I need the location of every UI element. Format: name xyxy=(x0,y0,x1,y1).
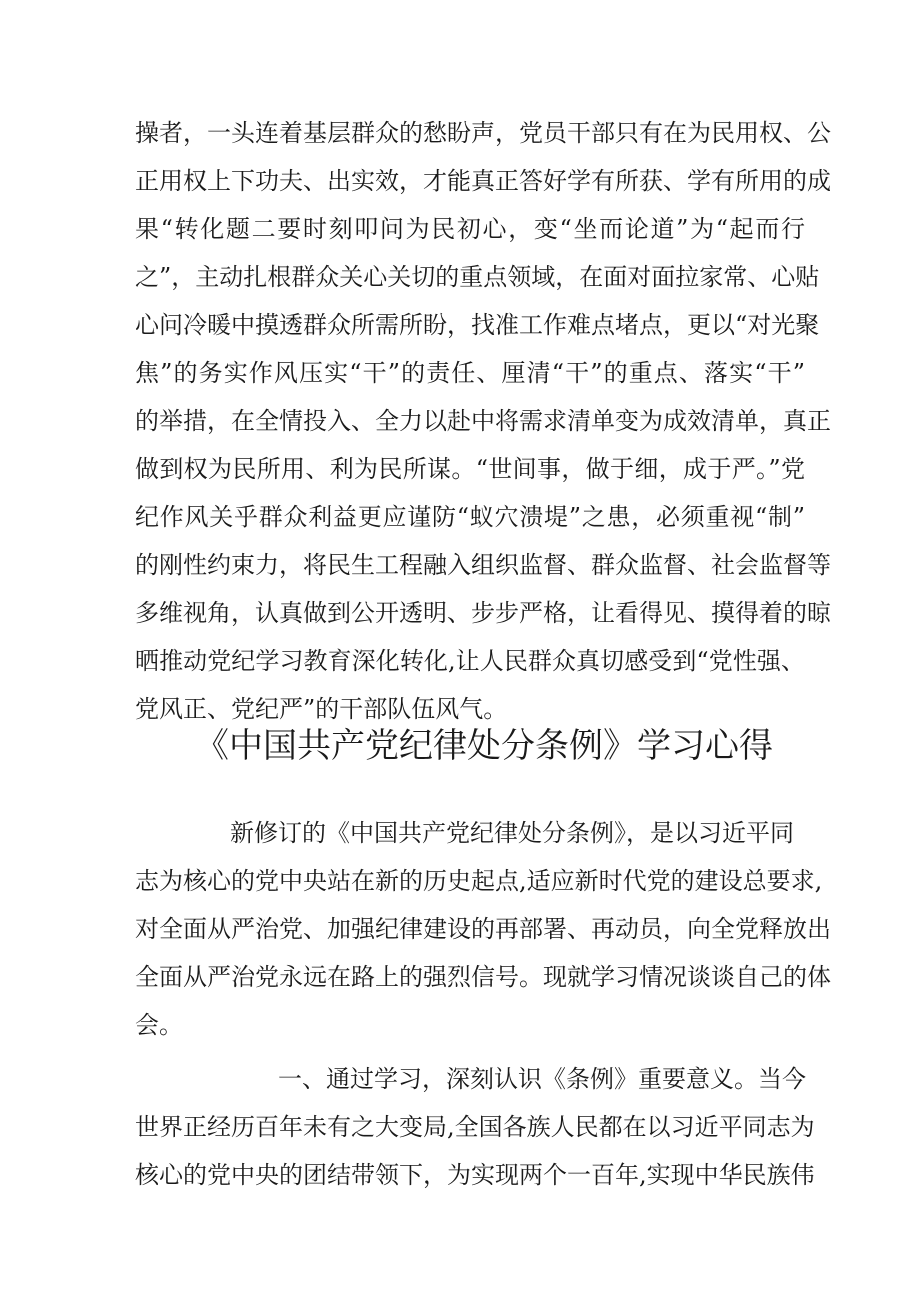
text-line: 核心的党中央的团结带领下，为实现两个一百年,实现中华民族伟 xyxy=(135,1161,815,1189)
text-line: 的刚性约束力，将民生工程融入组织监督、群众监督、社会监督等 xyxy=(135,551,831,579)
text-line: 的举措，在全情投入、全力以赴中将需求清单变为成效清单，真正 xyxy=(135,407,831,435)
text-line: 做到权为民所用、利为民所谋。“世间事，做于细，成于严。”党 xyxy=(135,455,805,483)
text-line: 之”，主动扎根群众关心关切的重点领域，在面对面拉家常、心贴 xyxy=(135,263,820,291)
text-line: 对全面从严治党、加强纪律建设的再部署、再动员，向全党释放出 xyxy=(135,915,831,943)
text-line: 正用权上下功夫、出实效，才能真正答好学有所获、学有所用的成 xyxy=(135,167,831,195)
text-line: 果“转化题二要时刻叩问为民初心，变“坐而论道”为“起而行 xyxy=(135,215,805,243)
text-line: 纪作风关乎群众利益更应谨防“蚁穴溃堤”之患，必须重视“制” xyxy=(135,503,805,531)
text-line: 志为核心的党中央站在新的历史起点,适应新时代党的建设总要求, xyxy=(135,867,823,895)
text-line: 焦”的务实作风压实“干”的责任、厘清“干”的重点、落实“干” xyxy=(135,359,805,387)
text-line: 全面从严治党永远在路上的强烈信号。现就学习情况谈谈自己的体 xyxy=(135,963,831,991)
text-line: 新修订的《中国共产党纪律处分条例》，是以习近平同 xyxy=(230,819,794,847)
text-line: 一、通过学习，深刻认识《条例》重要意义。当今 xyxy=(278,1065,806,1093)
text-line: 晒推动党纪学习教育深化转化,让人民群众真切感受到“党性强、 xyxy=(135,647,805,675)
text-line: 心问冷暖中摸透群众所需所盼，找准工作难点堵点，更以“对光聚 xyxy=(135,311,820,339)
text-line: 党风正、党纪严”的干部队伍风气。 xyxy=(135,695,508,723)
text-line: 操者，一头连着基层群众的愁盼声，党员干部只有在为民用权、公 xyxy=(135,119,831,147)
text-line: 世界正经历百年未有之大变局,全国各族人民都在以习近平同志为 xyxy=(135,1113,815,1141)
article-title: 《中国共产党纪律处分条例》学习心得 xyxy=(195,726,773,766)
text-line: 多维视角，认真做到公开透明、步步严格，让看得见、摸得着的晾 xyxy=(135,599,831,627)
text-line: 会。 xyxy=(135,1011,183,1039)
